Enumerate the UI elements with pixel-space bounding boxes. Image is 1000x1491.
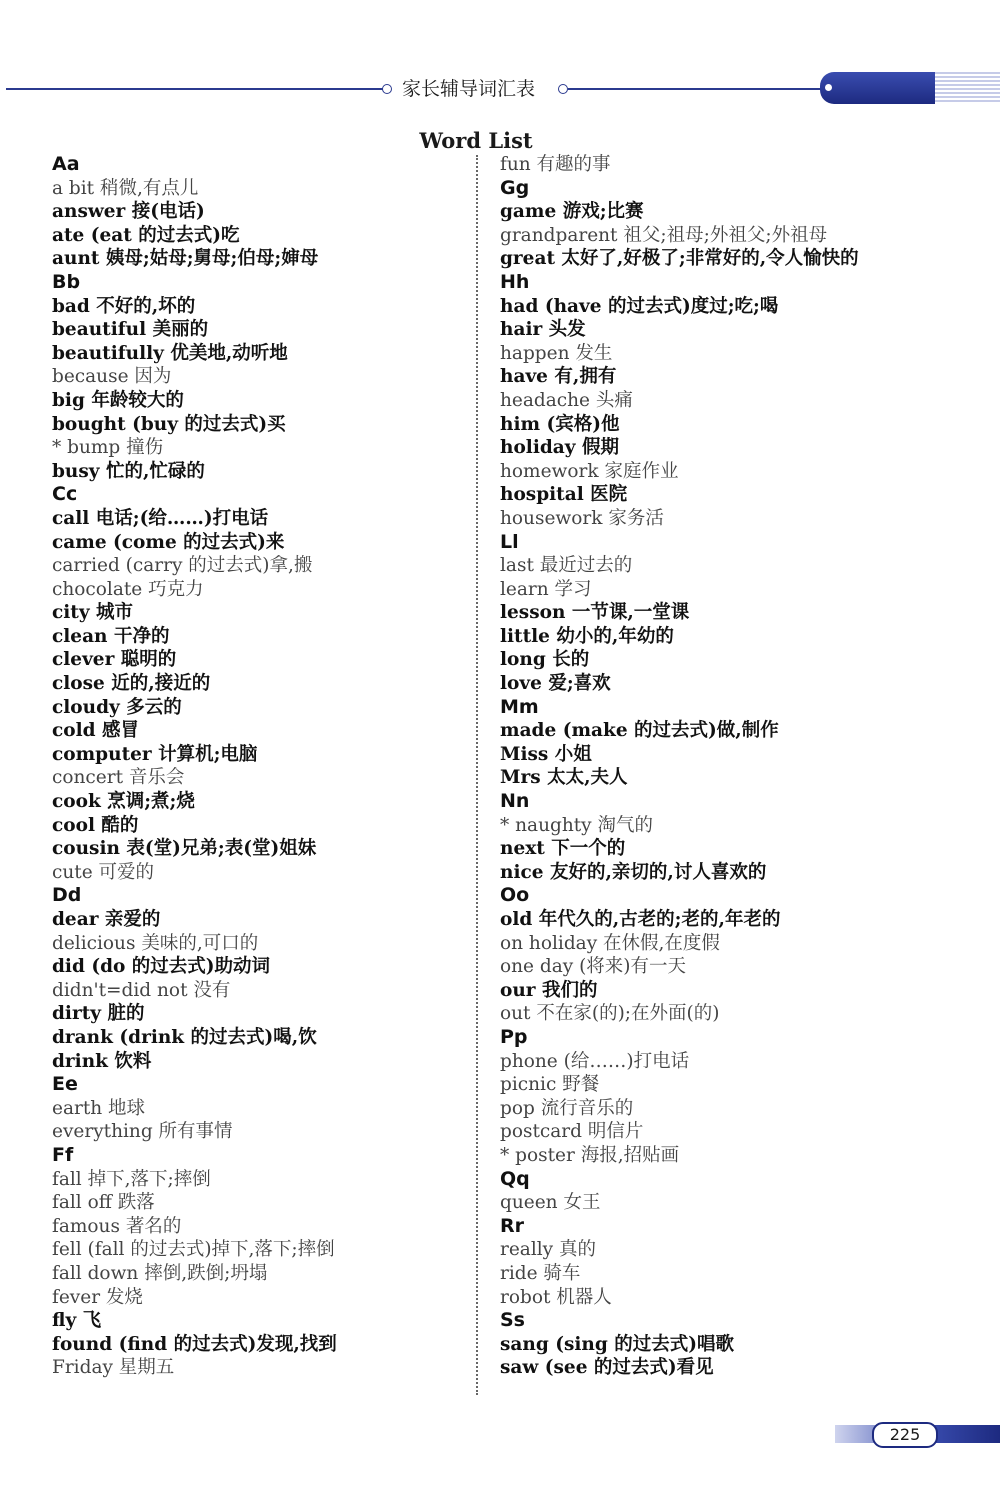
word-entry: saw (see 的过去式)看见	[500, 1357, 714, 1379]
word-entry: on holiday 在休假,在度假	[500, 932, 720, 954]
word-entry: aunt 姨母;姑母;舅母;伯母;婶母	[52, 248, 319, 270]
word-entry: bought (buy 的过去式)买	[52, 413, 286, 435]
letter-heading: Oo	[500, 884, 530, 907]
word-entry: Mrs 太太,夫人	[500, 767, 628, 789]
word-entry: cook 烹调;煮;烧	[52, 791, 195, 813]
word-entry: love 爱;喜欢	[500, 673, 611, 695]
word-entry: busy 忙的,忙碌的	[52, 460, 205, 482]
header-rule-right	[568, 88, 828, 90]
letter-heading: Bb	[52, 270, 81, 293]
word-entry: great 太好了,好极了;非常好的,令人愉快的	[500, 248, 859, 270]
letter-heading: Rr	[500, 1214, 525, 1237]
word-entry: nice 友好的,亲切的,讨人喜欢的	[500, 861, 767, 883]
letter-heading: Gg	[500, 176, 530, 199]
word-entry: last 最近过去的	[500, 555, 633, 577]
word-entry: famous 著名的	[52, 1215, 182, 1237]
word-entry: bad 不好的,坏的	[52, 295, 196, 317]
left-column	[52, 153, 492, 1380]
header-tab-dot	[825, 84, 832, 91]
word-entry: pop 流行音乐的	[500, 1097, 634, 1119]
word-entry: drink 饮料	[52, 1050, 152, 1072]
word-entry: delicious 美味的,可口的	[52, 932, 259, 954]
word-entry: * naughty 淘气的	[500, 814, 654, 836]
word-entry: fall 掉下,落下;摔倒	[52, 1168, 211, 1190]
word-entry: him (宾格)他	[500, 413, 620, 435]
word-entry: little 幼小的,年幼的	[500, 625, 674, 647]
word-entry: hair 头发	[500, 319, 586, 341]
word-entry: answer 接(电话)	[52, 201, 205, 223]
letter-heading: Ee	[52, 1073, 78, 1096]
word-entry: computer 计算机;电脑	[52, 743, 258, 765]
word-entry: postcard 明信片	[500, 1121, 644, 1143]
word-entry: concert 音乐会	[52, 767, 185, 789]
word-entry: really 真的	[500, 1239, 596, 1261]
word-entry: dear 亲爱的	[52, 909, 161, 930]
word-entry: one day (将来)有一天	[500, 956, 687, 978]
header-stripes-decoration	[935, 72, 1000, 104]
word-entry: dirty 脏的	[52, 1003, 145, 1025]
word-entry: phone (给……)打电话	[500, 1050, 690, 1072]
word-entry: headache 头痛	[500, 389, 633, 411]
word-entry: didn't=did not 没有	[52, 979, 231, 1001]
word-entry: have 有,拥有	[500, 366, 617, 388]
word-entry: long 长的	[500, 649, 590, 671]
word-entry: picnic 野餐	[500, 1074, 600, 1096]
word-entry: ate (eat 的过去式)吃	[52, 224, 240, 246]
word-entry: cousin 表(堂)兄弟;表(堂)姐妹	[52, 838, 317, 860]
page-number: 225	[872, 1422, 938, 1448]
word-entry: chocolate 巧克力	[52, 578, 204, 600]
word-entry: queen 女王	[500, 1192, 601, 1214]
word-entry: * bump 撞伤	[52, 437, 164, 459]
word-entry: lesson 一节课,一堂课	[500, 602, 690, 624]
word-entry: cool 酷的	[52, 814, 139, 836]
letter-heading: Nn	[500, 790, 530, 813]
word-entry: out 不在家(的);在外面(的)	[500, 1003, 720, 1025]
word-entry: fell (fall 的过去式)掉下,落下;摔倒	[52, 1239, 335, 1261]
right-column	[500, 153, 940, 1380]
letter-heading: Qq	[500, 1167, 530, 1190]
word-entry: old 年代久的,古老的;老的,年老的	[500, 909, 781, 930]
word-entry: beautiful 美丽的	[52, 319, 209, 341]
word-entry: call 电话;(给……)打电话	[52, 507, 269, 529]
column-divider	[476, 155, 478, 1395]
word-entry: holiday 假期	[500, 437, 619, 459]
letter-heading: Ss	[500, 1309, 525, 1332]
letter-heading: Mm	[500, 695, 539, 718]
letter-heading: Aa	[52, 153, 80, 175]
header-ornament-right	[558, 84, 568, 94]
letter-heading: Cc	[52, 483, 78, 506]
word-entry: cold 感冒	[52, 720, 140, 742]
header-tab-decoration	[820, 72, 935, 104]
letter-heading: Ll	[500, 530, 519, 553]
letter-heading: Dd	[52, 884, 82, 907]
word-entry: hospital 医院	[500, 484, 628, 506]
word-entry: grandparent 祖父;祖母;外祖父;外祖母	[500, 224, 828, 246]
word-entry: * poster 海报,招贴画	[500, 1144, 680, 1166]
word-entry: ride 骑车	[500, 1262, 581, 1284]
word-entry: next 下一个的	[500, 838, 626, 860]
letter-heading: Ff	[52, 1143, 74, 1166]
word-entry: cute 可爱的	[52, 861, 155, 883]
word-entry: game 游戏;比赛	[500, 201, 644, 223]
word-entry: clean 干净的	[52, 625, 170, 647]
page-header	[0, 70, 1000, 110]
word-entry: a bit 稍微,有点儿	[52, 177, 199, 199]
word-entry: because 因为	[52, 366, 172, 388]
word-entry: Friday 星期五	[52, 1357, 175, 1379]
word-entry: housework 家务活	[500, 507, 664, 529]
word-entry: everything 所有事情	[52, 1121, 233, 1143]
word-entry: learn 学习	[500, 578, 592, 600]
word-entry: fall off 跌落	[52, 1192, 155, 1214]
word-entry: drank (drink 的过去式)喝,饮	[52, 1026, 317, 1048]
word-entry: came (come 的过去式)来	[52, 531, 285, 553]
word-entry: our 我们的	[500, 979, 598, 1001]
word-entry: city 城市	[52, 602, 134, 624]
word-entry: fall down 摔倒,跌倒;坍塌	[52, 1262, 268, 1284]
word-entry: carried (carry 的过去式)拿,搬	[52, 555, 313, 577]
word-entry: homework 家庭作业	[500, 460, 679, 482]
word-entry: did (do 的过去式)助动词	[52, 956, 271, 978]
word-entry: sang (sing 的过去式)唱歌	[500, 1333, 735, 1355]
word-entry: fever 发烧	[52, 1286, 143, 1308]
word-entry: fun 有趣的事	[500, 154, 611, 175]
word-entry: fly 飞	[52, 1310, 102, 1332]
header-rule-left	[6, 88, 386, 90]
word-entry: clever 聪明的	[52, 649, 177, 671]
word-entry: big 年龄较大的	[52, 389, 184, 411]
word-entry: earth 地球	[52, 1097, 146, 1119]
header-ornament-left	[382, 84, 392, 94]
word-entry: Miss 小姐	[500, 743, 592, 765]
word-list-title: Word List	[419, 128, 533, 153]
word-entry: beautifully 优美地,动听地	[52, 342, 288, 364]
word-entry: had (have 的过去式)度过;吃;喝	[500, 295, 779, 317]
header-title: 家长辅导词汇表	[402, 78, 536, 100]
word-entry: cloudy 多云的	[52, 696, 182, 718]
letter-heading: Pp	[500, 1025, 528, 1048]
word-entry: made (make 的过去式)做,制作	[500, 720, 779, 742]
word-entry: close 近的,接近的	[52, 673, 211, 695]
word-entry: robot 机器人	[500, 1286, 612, 1308]
word-entry: happen 发生	[500, 342, 613, 364]
word-entry: found (find 的过去式)发现,找到	[52, 1333, 337, 1355]
letter-heading: Hh	[500, 270, 530, 293]
